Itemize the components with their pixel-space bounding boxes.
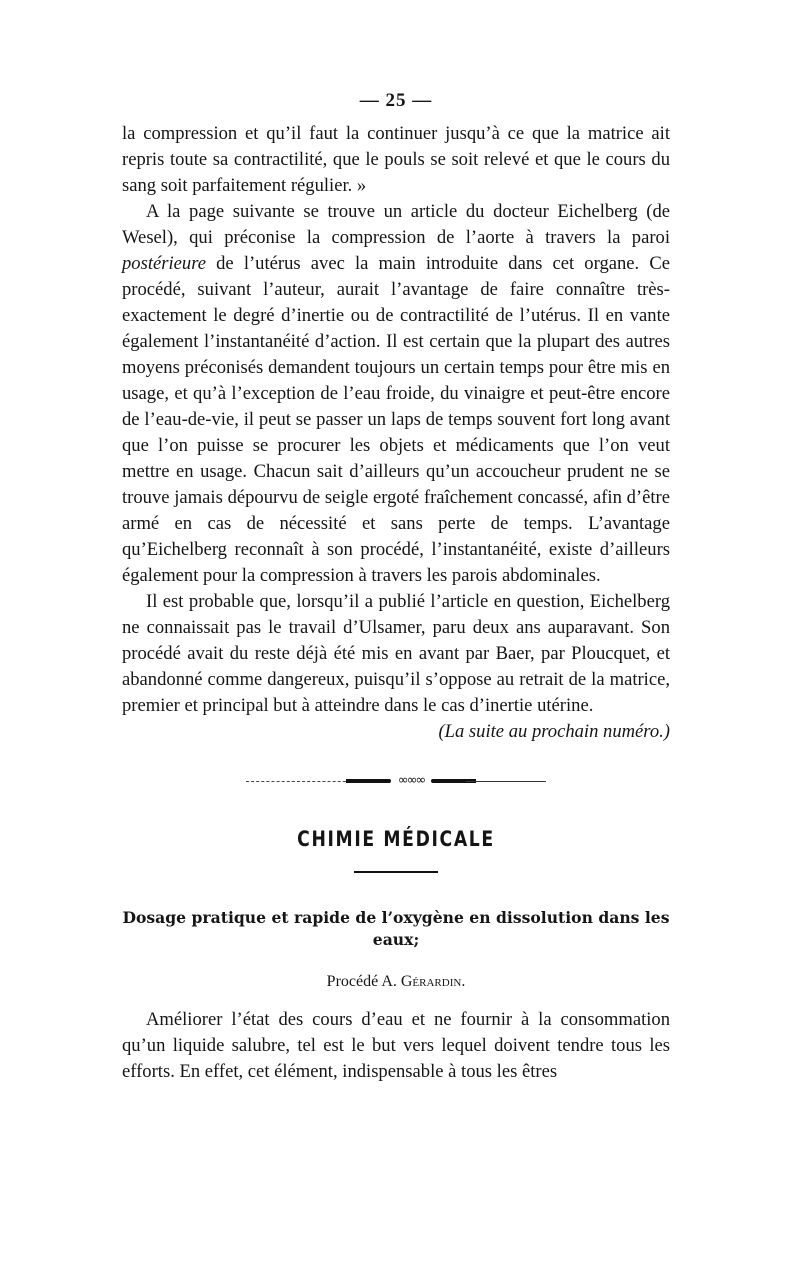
divider-knot-icon: ∞∞∞	[397, 773, 425, 788]
divider-dashed-rule	[246, 781, 356, 782]
ornamental-divider-icon	[246, 775, 546, 789]
byline-author: Gérardin.	[400, 973, 466, 990]
paragraph-eichelberg-part-a: A la page suivante se trouve un article du docteur Eichelberg (de Wesel), qui préconise la compression de l’aorte à travers la paroi	[122, 201, 670, 248]
article-body-paragraph: Améliorer l’état des cours d’eau et ne fournir à la consommation qu’un liquide salubre, tel est le but vers lequel doivent tendre tous les efforts. En effet, cet élément, indispensable à tous les êtres	[122, 1009, 670, 1082]
byline-prefix: Procédé A.	[326, 973, 401, 990]
paragraph-eichelberg-part-b: de l’utérus avec la main introduite dans cet organe. Ce procédé, suivant l’auteur, aurait l’avantage de faire connaître très-exactement le degré d’inertie ou de contractilité de l’utérus. Il en vante également l’instantanéité d’action. Il est certain que la plupart des autres moyens préconisés demandent toujours un certain temps pour être mis en usage, et qu’à l’exception de l’eau froide, du vinaigre et peut-être encore de l’eau-de-vie, il peut se passer un laps de temps souvent fort long avant que l’on puisse se procurer les objets et médicaments que l’on veut mettre en usage. Chacun sait d’ailleurs qu’un accoucheur prudent ne se trouve jamais dépourvu de seigle ergoté fraîchement concassé, afin d’être armé en cas de nécessité et sans perte de temps. L’avantage qu’Eichelberg reconnaît à son procédé, l’instantanéité, existe d’ailleurs également pour la compression à travers les parois abdominales.	[122, 253, 670, 586]
emphasis-posterieure: postérieure	[122, 253, 206, 274]
divider-swell-left	[346, 779, 391, 783]
to-be-continued-text: (La suite au prochain numéro.)	[438, 721, 670, 742]
section-title-rule	[354, 871, 438, 873]
page-number: — 25 —	[359, 90, 433, 111]
paragraph-ulsamer: Il est probable que, lorsqu’il a publié l’article en question, Eichelberg ne connaissait pas le travail d’Ulsamer, paru deux ans auparavant. Son procédé avait du reste déjà été mis en avant par Baer, par Ploucquet, et abandonné comme dangereux, puisqu’il s’oppose au retrait de la matrice, premier et principal but à atteindre dans le cas d’inertie utérine.	[122, 591, 670, 716]
to-be-continued-note	[122, 719, 670, 745]
article-byline	[122, 971, 670, 993]
article-title: Dosage pratique et rapide de l’oxygène en dissolution dans les eaux;	[122, 908, 670, 949]
divider-solid-rule	[466, 781, 546, 782]
paragraph-eichelberg	[122, 199, 670, 589]
paragraph-continued: la compression et qu’il faut la continuer jusqu’à ce que la matrice ait repris toute sa contractilité, que le pouls se soit relevé et que le cours du sang soit parfaitement régulier. »	[122, 123, 670, 196]
section-title: CHIMIE MÉDICALE	[297, 827, 495, 851]
